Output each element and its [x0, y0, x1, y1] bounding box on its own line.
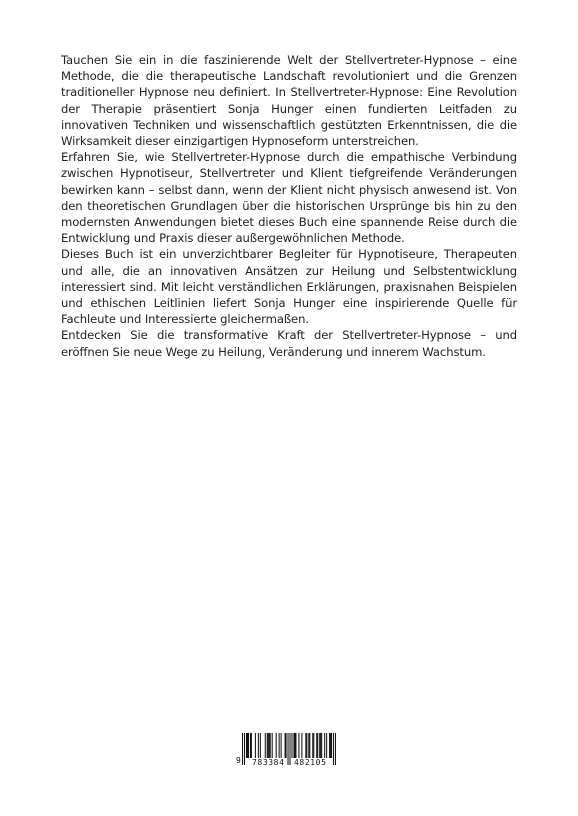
- barcode-bar: [268, 733, 269, 758]
- barcode-bar: [260, 733, 261, 758]
- barcode-bar: [247, 733, 248, 758]
- barcode-bar: [308, 733, 309, 758]
- barcode-bar: [270, 733, 271, 758]
- barcode-bar: [317, 733, 318, 758]
- barcode-bar: [316, 733, 317, 758]
- blurb-paragraph-4: Entdecken Sie die transformative Kraft der Stellvertreter-Hypnose – und eröffnen Sie neue Wege zu Heilung, Veränderung und innerem Wachstum.: [61, 328, 517, 359]
- barcode-bar: [269, 733, 270, 758]
- barcode-bar: [306, 733, 307, 758]
- barcode-bar: [242, 733, 243, 765]
- barcode-bar: [301, 733, 302, 758]
- barcode-bar: [333, 733, 334, 765]
- barcode-bar: [320, 733, 321, 758]
- barcode-bar: [258, 733, 259, 758]
- barcode-bar: [286, 733, 287, 758]
- barcode-bar: [265, 733, 266, 758]
- barcode-bar: [250, 733, 251, 758]
- barcode-bar: [288, 733, 289, 765]
- barcode-bar: [335, 733, 336, 765]
- barcode-bar: [298, 733, 299, 758]
- barcode-bar: [324, 733, 325, 758]
- blurb-paragraph-1: Tauchen Sie ein in die faszinierende Welt der Stellvertreter-Hypnose – eine Methode, die die therapeutische Landschaft revolutioniert und die Grenzen traditioneller Hypnose neu definiert. In Stellvertreter-Hypnose: Eine Revolution der Therapie präsentiert Sonja Hunger einen fundierten Leitfaden zu innovativen Techniken und wissenschaftlich gestützten Erkenntnissen, die die Wirksamkeit dieser einzigartigen Hypnoseform unterstreichen.: [61, 53, 517, 149]
- barcode-bar: [321, 733, 322, 758]
- barcode-bar: [330, 733, 331, 758]
- barcode-right-digits: 482105: [294, 758, 327, 767]
- barcode-bar: [285, 733, 286, 758]
- barcode-bar: [255, 733, 256, 758]
- barcode-bar: [295, 733, 296, 758]
- barcode-bar: [294, 733, 295, 758]
- blurb-text-block: [61, 52, 517, 360]
- blurb-paragraph-2: Erfahren Sie, wie Stellvertreter-Hypnose durch die empathische Verbindung zwischen Hypnotiseur, Stellvertreter und Klient tiefgreifende Veränderungen bewirken kann – selbst dann, wenn der Klient nicht physisch anwesend ist. Von den theoretischen Grundlagen über die historischen Ursprünge bis hin zu den modernsten Anwendungen bietet dieses Buch eine spannende Reise durch die Entwicklung und Praxis dieser außergewöhnlichen Methode.: [61, 150, 517, 246]
- barcode-first-digit: 9: [236, 756, 241, 765]
- barcode-bar: [276, 733, 277, 758]
- barcode-bar: [246, 733, 247, 758]
- barcode-bar: [326, 733, 327, 758]
- barcode-bar: [331, 733, 332, 758]
- barcode-left-digits: 783384: [252, 758, 285, 767]
- barcode-bar: [312, 733, 313, 758]
- barcode-bar: [305, 733, 306, 758]
- barcode-bar: [329, 733, 330, 758]
- barcode-bar: [281, 733, 282, 758]
- isbn-barcode: [236, 733, 344, 773]
- barcode-bar: [293, 733, 294, 758]
- barcode-bar: [291, 733, 292, 758]
- barcode-bar: [309, 733, 310, 758]
- barcode-bar: [248, 733, 249, 758]
- barcode-bar: [272, 733, 273, 758]
- barcode-bar: [251, 733, 252, 758]
- barcode-bar: [313, 733, 314, 758]
- barcode-bar: [244, 733, 245, 765]
- barcode-bar: [319, 733, 320, 758]
- blurb-paragraph-3: Dieses Buch ist ein unverzichtbarer Begleiter für Hypnotiseure, Therapeuten und alle, die an innovativen Ansätzen zur Heilung und Selbstentwicklung interessiert sind. Mit leicht verständlichen Erklärungen, praxisnahen Beispielen und ethischen Leitlinien liefert Sonja Hunger eine inspirierende Quelle für Fachleute und Interessierte gleichermaßen.: [61, 247, 517, 327]
- barcode-bar: [279, 733, 280, 758]
- barcode-bar: [289, 733, 290, 765]
- barcode-bar: [267, 733, 268, 758]
